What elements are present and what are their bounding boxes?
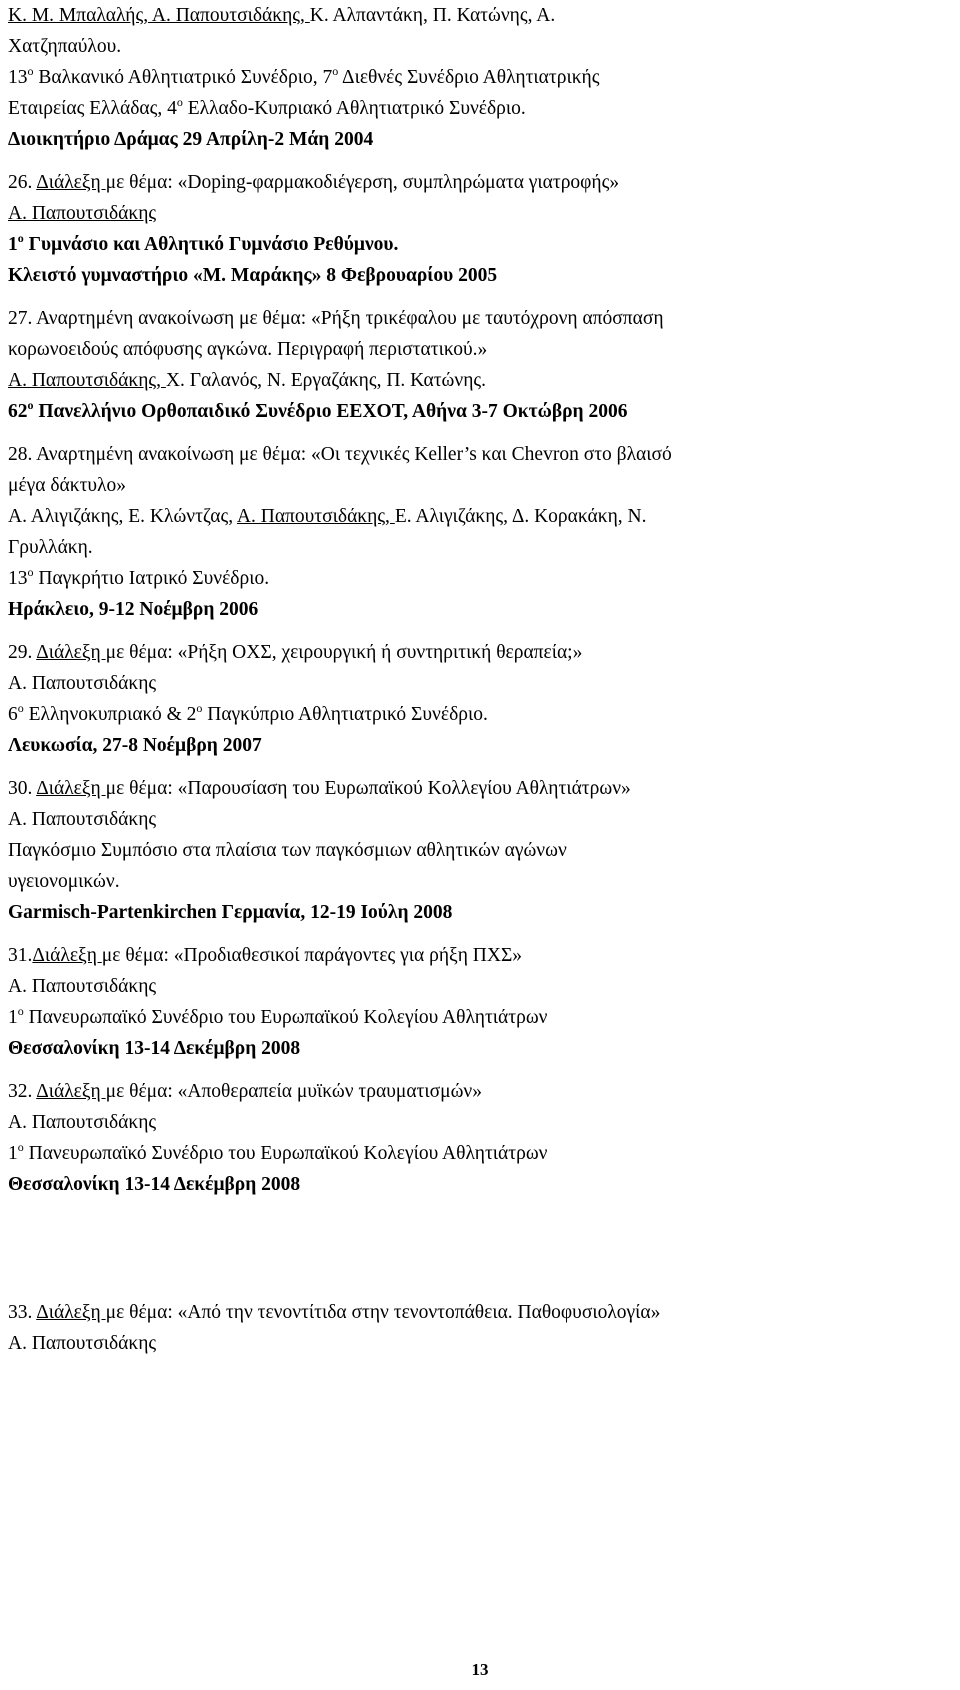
entry-32-venue: $1^o$ Πανευρωπαϊκό Συνέδριο του Ευρωπαϊκού Κολεγίου Αθλητιάτρων — [8, 1140, 548, 1164]
entry-30-venue-cont: υγειονομικών. — [8, 871, 120, 892]
lecture-link[interactable]: Διάλεξη — [36, 1302, 106, 1323]
entry-26-place: Κλειστό γυμναστήριο «Μ. Μαράκης» 8 Φεβρουαρίου 2005 — [8, 265, 498, 286]
entry-33-author: Α. Παπουτσιδάκης — [8, 1333, 157, 1354]
entry-28-place: Ηράκλειο, 9-12 Νοέμβρη 2006 — [8, 599, 259, 620]
lecture-link[interactable]: Διάλεξη — [36, 642, 106, 663]
entry-31-venue: $1^o$ Πανευρωπαϊκό Συνέδριο του Ευρωπαϊκού Κολεγίου Αθλητιάτρων — [8, 1004, 548, 1028]
entry-27-authors: Α. Παπουτσιδάκης, Χ. Γαλανός, Ν. Εργαζάκης, Π. Κατώνης. — [8, 370, 487, 391]
entry-25-authors — [8, 0, 958, 31]
entry-28-title: 28. Αναρτημένη ανακοίνωση με θέμα: «Οι τεχνικές Keller’s και Chevron στο βλαισό — [8, 444, 672, 465]
entry-25-event: $13^o$ Βαλκανικό Αθλητιατρικό Συνέδριο, $7^o$ Διεθνές Συνέδριο Αθλητιατρικής — [8, 64, 600, 88]
entry-30-author: Α. Παπουτσιδάκης — [8, 809, 157, 830]
entry-26-venue: $1^o$ Γυμνάσιο και Αθλητικό Γυμνάσιο Ρεθύμνου. — [8, 231, 399, 255]
entry-32-title: 32. Διάλεξη με θέμα: «Αποθεραπεία μυϊκών τραυματισμών» — [8, 1081, 482, 1102]
highlighted-authors: Α. Παπουτσιδάκης, — [8, 370, 166, 391]
entry-29-title: 29. Διάλεξη με θέμα: «Ρήξη ΟΧΣ, χειρουργική ή συντηριτική θεραπεία;» — [8, 642, 583, 663]
entry-25-event-cont: Εταιρείας Ελλάδας, $4^o$ Ελλαδο-Κυπριακό Αθλητιατρικό Συνέδριο. — [8, 95, 526, 119]
highlighted-authors: Α. Παπουτσιδάκης, — [236, 506, 395, 527]
entry-32-author: Α. Παπουτσιδάκης — [8, 1112, 157, 1133]
lecture-link[interactable]: Διάλεξη — [36, 1081, 106, 1102]
co-authors: Κ. Αλπαντάκη, Π. Κατώνης, Α. — [309, 5, 556, 26]
entry-26-author: Α. Παπουτσιδάκης — [8, 203, 157, 224]
entry-28-authors-cont: Γρυλλάκη. — [8, 537, 93, 558]
highlighted-authors: Κ. Μ. Μπαλαλής, Α. Παπουτσιδάκης, — [8, 5, 310, 26]
entry-27-title: 27. Αναρτημένη ανακοίνωση με θέμα: «Ρήξη τρικέφαλου με ταυτόχρονη απόσπαση — [8, 308, 664, 329]
entry-29-author: Α. Παπουτσιδάκης — [8, 673, 157, 694]
entry-30-place: Garmisch-Partenkirchen Γερμανία, 12-19 Ιούλη 2008 — [8, 902, 453, 923]
entry-32-place: Θεσσαλονίκη 13-14 Δεκέμβρη 2008 — [8, 1174, 301, 1195]
entry-30-title: 30. Διάλεξη με θέμα: «Παρουσίαση του Ευρωπαϊκού Κολλεγίου Αθλητιάτρων» — [8, 778, 631, 799]
entry-25-authors-cont: Χατζηπαύλου. — [8, 36, 122, 57]
entry-28-title-cont: μέγα δάκτυλο» — [8, 475, 127, 496]
entry-29-place: Λευκωσία, 27-8 Νοέμβρη 2007 — [8, 735, 262, 756]
lecture-link[interactable]: Διάλεξη — [36, 778, 106, 799]
entry-25-place: Διοικητήριο Δράμας 29 Απρίλη-2 Μάη 2004 — [8, 129, 374, 150]
entry-31-title: 31.Διάλεξη με θέμα: «Προδιαθεσικοί παράγοντες για ρήξη ΠΧΣ» — [8, 945, 523, 966]
entry-26-title: 26. Διάλεξη με θέμα: «Doping-φαρμακοδιέγερση, συμπληρώματα γιατροφής» — [8, 172, 620, 193]
entry-28-venue: $13^o$ Παγκρήτιο Ιατρικό Συνέδριο. — [8, 565, 270, 589]
entry-31-place: Θεσσαλονίκη 13-14 Δεκέμβρη 2008 — [8, 1038, 301, 1059]
entry-29-venue: $6^o$ Ελληνοκυπριακό & $2^o$ Παγκύπριο Αθλητιατρικό Συνέδριο. — [8, 701, 488, 725]
page-number: 13 — [471, 1660, 489, 1679]
document-page — [8, 0, 958, 1359]
entry-28-authors: Α. Αλιγιζάκης, Ε. Κλώντζας, Α. Παπουτσιδάκης, Ε. Αλιγιζάκης, Δ. Κορακάκη, Ν. — [8, 506, 647, 527]
entry-33-title: 33. Διάλεξη με θέμα: «Από την τενοντίτιδα στην τενοντοπάθεια. Παθοφυσιολογία» — [8, 1302, 661, 1323]
entry-27-venue: $62^o$ Πανελλήνιο Ορθοπαιδικό Συνέδριο ΕΕΧΟΤ, Αθήνα 3-7 Οκτώβρη 2006 — [8, 398, 628, 422]
lecture-link[interactable]: Διάλεξη — [32, 945, 102, 966]
entry-30-venue: Παγκόσμιο Συμπόσιο στα πλαίσια των παγκόσμιων αθλητικών αγώνων — [8, 840, 567, 861]
lecture-link[interactable]: Διάλεξη — [36, 172, 106, 193]
entry-27-title-cont: κορωνοειδούς απόφυσης αγκώνα. Περιγραφή περιστατικού.» — [8, 339, 488, 360]
entry-31-author: Α. Παπουτσιδάκης — [8, 976, 157, 997]
